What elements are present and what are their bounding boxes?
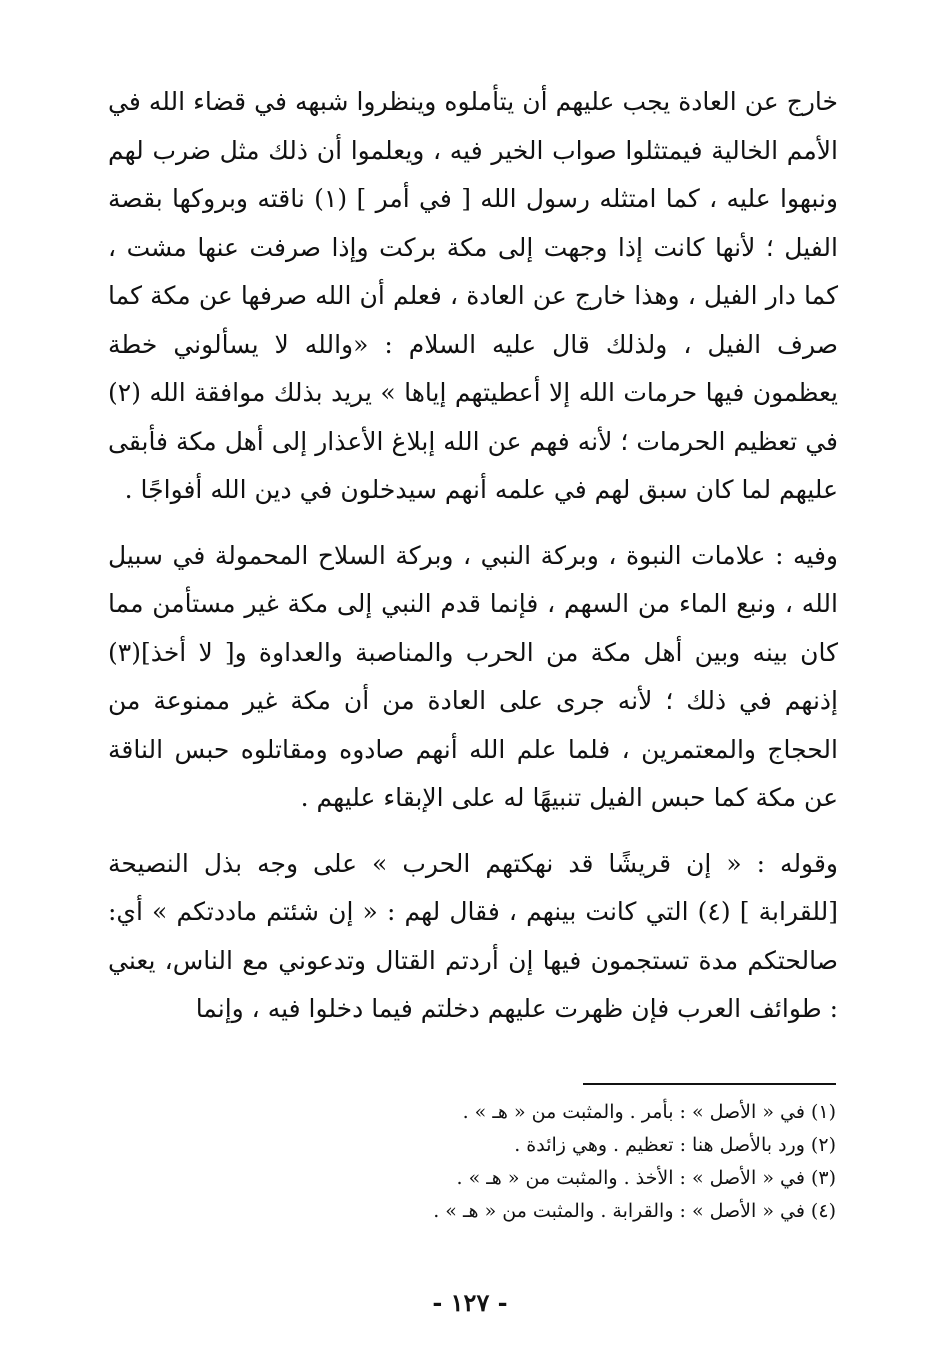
footnote-4: (٤) في « الأصل » : والقرابة . والمثبت من « هـ » . — [433, 1200, 836, 1222]
paragraph-1: خارج عن العادة يجب عليهم أن يتأملوه وينظروا شبهه في قضاء الله في الأمم الخالية فيمتثلوا صواب الخير فيه ، ويعلموا أن ذلك مثل ضرب لهم ونبهوا عليه ، كما امتثله رسول الله [ في أمر ] (١) ناقته وبروكها بقصة الفيل ؛ لأنها كانت إذا وجهت إلى مكة بركت وإذا صرفت عنها مشت ، كما دار الفيل ، وهذا خارج عن العادة ، فعلم أن الله صرفها عن مكة كما صرف الفيل ، ولذلك قال عليه السلام : «والله لا يسألوني خطة يعظمون فيها حرمات الله إلا أعطيتهم إياها » يريد بذلك موافقة الله (٢) في تعظيم الحرمات ؛ لأنه فهم عن الله إبلاغ الأعذار إلى أهل مكة فأبقى عليهم لما كان سبق لهم في علمه أنهم سيدخلون في دين الله أفواجًا . — [108, 87, 838, 504]
page-number: - ١٢٧ - — [432, 1288, 508, 1317]
footnote-1: (١) في « الأصل » : بأمر . والمثبت من « هـ » . — [462, 1101, 836, 1123]
paragraph-2: وفيه : علامات النبوة ، وبركة النبي ، وبركة السلاح المحمولة في سبيل الله ، ونبع الماء من السهم ، فإنما قدم النبي إلى مكة غير مستأمن مما كان بينه وبين أهل مكة من الحرب والمناصبة والعداوة و[ لا أخذ](٣) إذنهم في ذلك ؛ لأنه جرى على العادة من أن مكة غير ممنوعة من الحجاج والمعتمرين ، فلما علم الله أنهم صادوه ومقاتلوه حبس الناقة عن مكة كما حبس الفيل تنبيهًا له على الإبقاء عليهم . — [108, 540, 838, 812]
footnote-3: (٣) في « الأصل » : الأخذ . والمثبت من « هـ » . — [456, 1167, 836, 1189]
footnote-separator — [583, 1083, 836, 1085]
footnote-2: (٢) ورد بالأصل هنا : تعظيم . وهي زائدة . — [514, 1134, 836, 1156]
footnotes — [300, 1096, 836, 1228]
main-text — [108, 78, 838, 1034]
paragraph-3: وقوله : « إن قريشًا قد نهكتهم الحرب » على وجه بذل النصيحة [للقرابة ] (٤) التي كانت بينهم ، فقال لهم : « إن شئتم ماددتكم » أي: صالحتكم مدة تستجمون فيها إن أردتم القتال وتدعوني مع الناس، يعني : طوائف العرب فإن ظهرت عليهم دخلتم فيما دخلوا فيه ، وإنما — [108, 848, 838, 1023]
